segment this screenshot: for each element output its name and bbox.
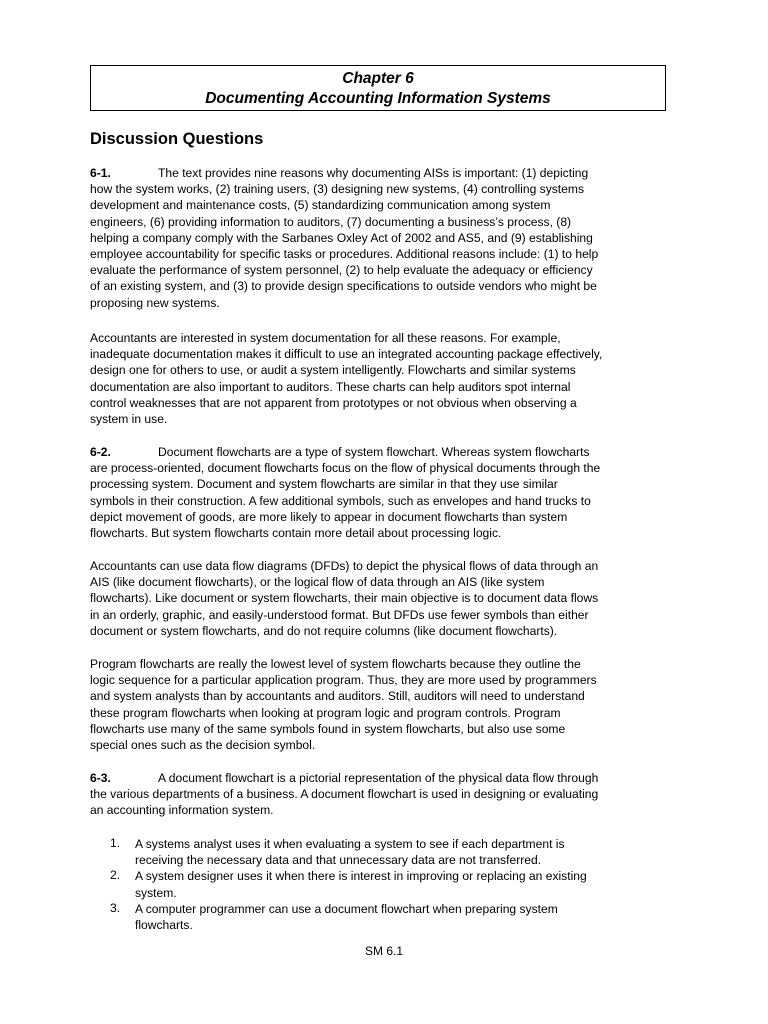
text-line: and system analysts than by accountants and auditors. Still, auditors will need to understand: [90, 689, 585, 704]
text-line: flowcharts use many of the same symbols found in system flowcharts, but also use some: [90, 721, 566, 736]
question-number: 6-1.: [90, 166, 111, 180]
text-line: system in use.: [90, 411, 168, 426]
text-line: inadequate documentation makes it difficult to use an integrated accounting package effectively,: [90, 347, 603, 362]
paragraph-program-flowcharts: [90, 656, 680, 753]
text-line: Program flowcharts are really the lowest level of system flowcharts because they outline the: [90, 657, 581, 671]
numbered-list: [110, 836, 670, 933]
text-line: A computer programmer can use a document flowchart when preparing system: [135, 901, 558, 916]
question-number: 6-2.: [90, 445, 111, 459]
text-line: an accounting information system.: [90, 803, 274, 818]
text-line: flowcharts.: [135, 917, 193, 932]
text-line: are process-oriented, document flowcharts focus on the flow of physical documents through the: [90, 461, 601, 476]
text-line: Accountants can use data flow diagrams (DFDs) to depict the physical flows of data through an: [90, 559, 599, 573]
text-line: depict movement of goods, are more likely to appear in document flowcharts than system: [90, 509, 568, 524]
chapter-title: Documenting Accounting Information Systems: [205, 90, 551, 107]
text-line: documentation are also important to auditors. These charts can help auditors spot internal: [90, 379, 571, 394]
paragraph-accountants-interest: [90, 330, 680, 427]
text-line: symbols in their construction. A few additional symbols, such as envelopes and hand trucks to: [90, 493, 591, 508]
chapter-title-box: [90, 65, 666, 111]
text-line: logic sequence for a particular application program. Thus, they are more used by programmers: [90, 673, 597, 688]
text-line: A systems analyst uses it when evaluating a system to see if each department is: [135, 837, 565, 851]
text-line: A system designer uses it when there is interest in improving or replacing an existing: [135, 869, 587, 884]
list-item: [110, 836, 670, 868]
question-6-2: [90, 444, 680, 541]
text-line: in an orderly, graphic, and easily-understood format. But DFDs use fewer symbols than either: [90, 607, 589, 622]
text-line: flowcharts). Like document or system flowcharts, their main objective is to document data flows: [90, 591, 599, 606]
text-line: evaluate the performance of system personnel, (2) to help evaluate the adequacy or efficiency: [90, 263, 593, 278]
text-line: document or system flowcharts, and do not require columns (like document flowcharts).: [90, 623, 558, 638]
list-item-number: 3.: [110, 900, 121, 915]
section-heading: Discussion Questions: [90, 130, 264, 148]
text-line: special ones such as the decision symbol.: [90, 737, 316, 752]
text-line: Document flowcharts are a type of system flowchart. Whereas system flowcharts: [158, 445, 590, 459]
text-line: these program flowcharts when looking at program logic and program controls. Program: [90, 705, 561, 720]
list-item: [110, 901, 670, 933]
text-line: Accountants are interested in system documentation for all these reasons. For example,: [90, 331, 561, 345]
text-line: AIS (like document flowcharts), or the logical flow of data through an AIS (like system: [90, 575, 545, 590]
chapter-number: Chapter 6: [342, 70, 414, 87]
text-line: A document flowchart is a pictorial representation of the physical data flow through: [158, 771, 599, 785]
text-line: engineers, (6) providing information to auditors, (7) documenting a business’s process, (8): [90, 214, 572, 229]
text-line: of an existing system, and (3) to provide design specifications to outside vendors who might be: [90, 279, 597, 294]
text-line: system.: [135, 885, 177, 900]
list-item-number: 1.: [110, 836, 121, 850]
question-6-3: [90, 770, 680, 819]
list-item-number: 2.: [110, 868, 121, 883]
text-line: helping a company comply with the Sarbanes Oxley Act of 2002 and AS5, and (9) establishing: [90, 230, 593, 245]
text-line: flowcharts. But system flowcharts contain more detail about processing logic.: [90, 525, 502, 540]
question-6-1: [90, 165, 680, 311]
text-line: the various departments of a business. A document flowchart is used in designing or evaluating: [90, 787, 599, 802]
text-line: proposing new systems.: [90, 295, 220, 310]
text-line: receiving the necessary data and that unnecessary data are not transferred.: [135, 853, 542, 868]
text-line: design one for others to use, or audit a system intelligently. Flowcharts and similar systems: [90, 363, 576, 378]
paragraph-dfds: [90, 558, 680, 639]
text-line: development and maintenance costs, (5) standardizing communication among system: [90, 198, 551, 213]
text-line: The text provides nine reasons why documenting AISs is important: (1) depicting: [158, 166, 589, 180]
text-line: how the system works, (2) training users, (3) designing new systems, (4) controlling systems: [90, 182, 585, 197]
list-item: [110, 868, 670, 900]
page-footer: SM 6.1: [364, 944, 403, 958]
text-line: processing system. Document and system flowcharts are similar in that they use similar: [90, 477, 558, 492]
text-line: employee accountability for specific tasks or procedures. Additional reasons include: (1) to help: [90, 246, 599, 261]
text-line: control weaknesses that are not apparent from prototypes or not obvious when observing a: [90, 395, 577, 410]
question-number: 6-3.: [90, 771, 111, 785]
